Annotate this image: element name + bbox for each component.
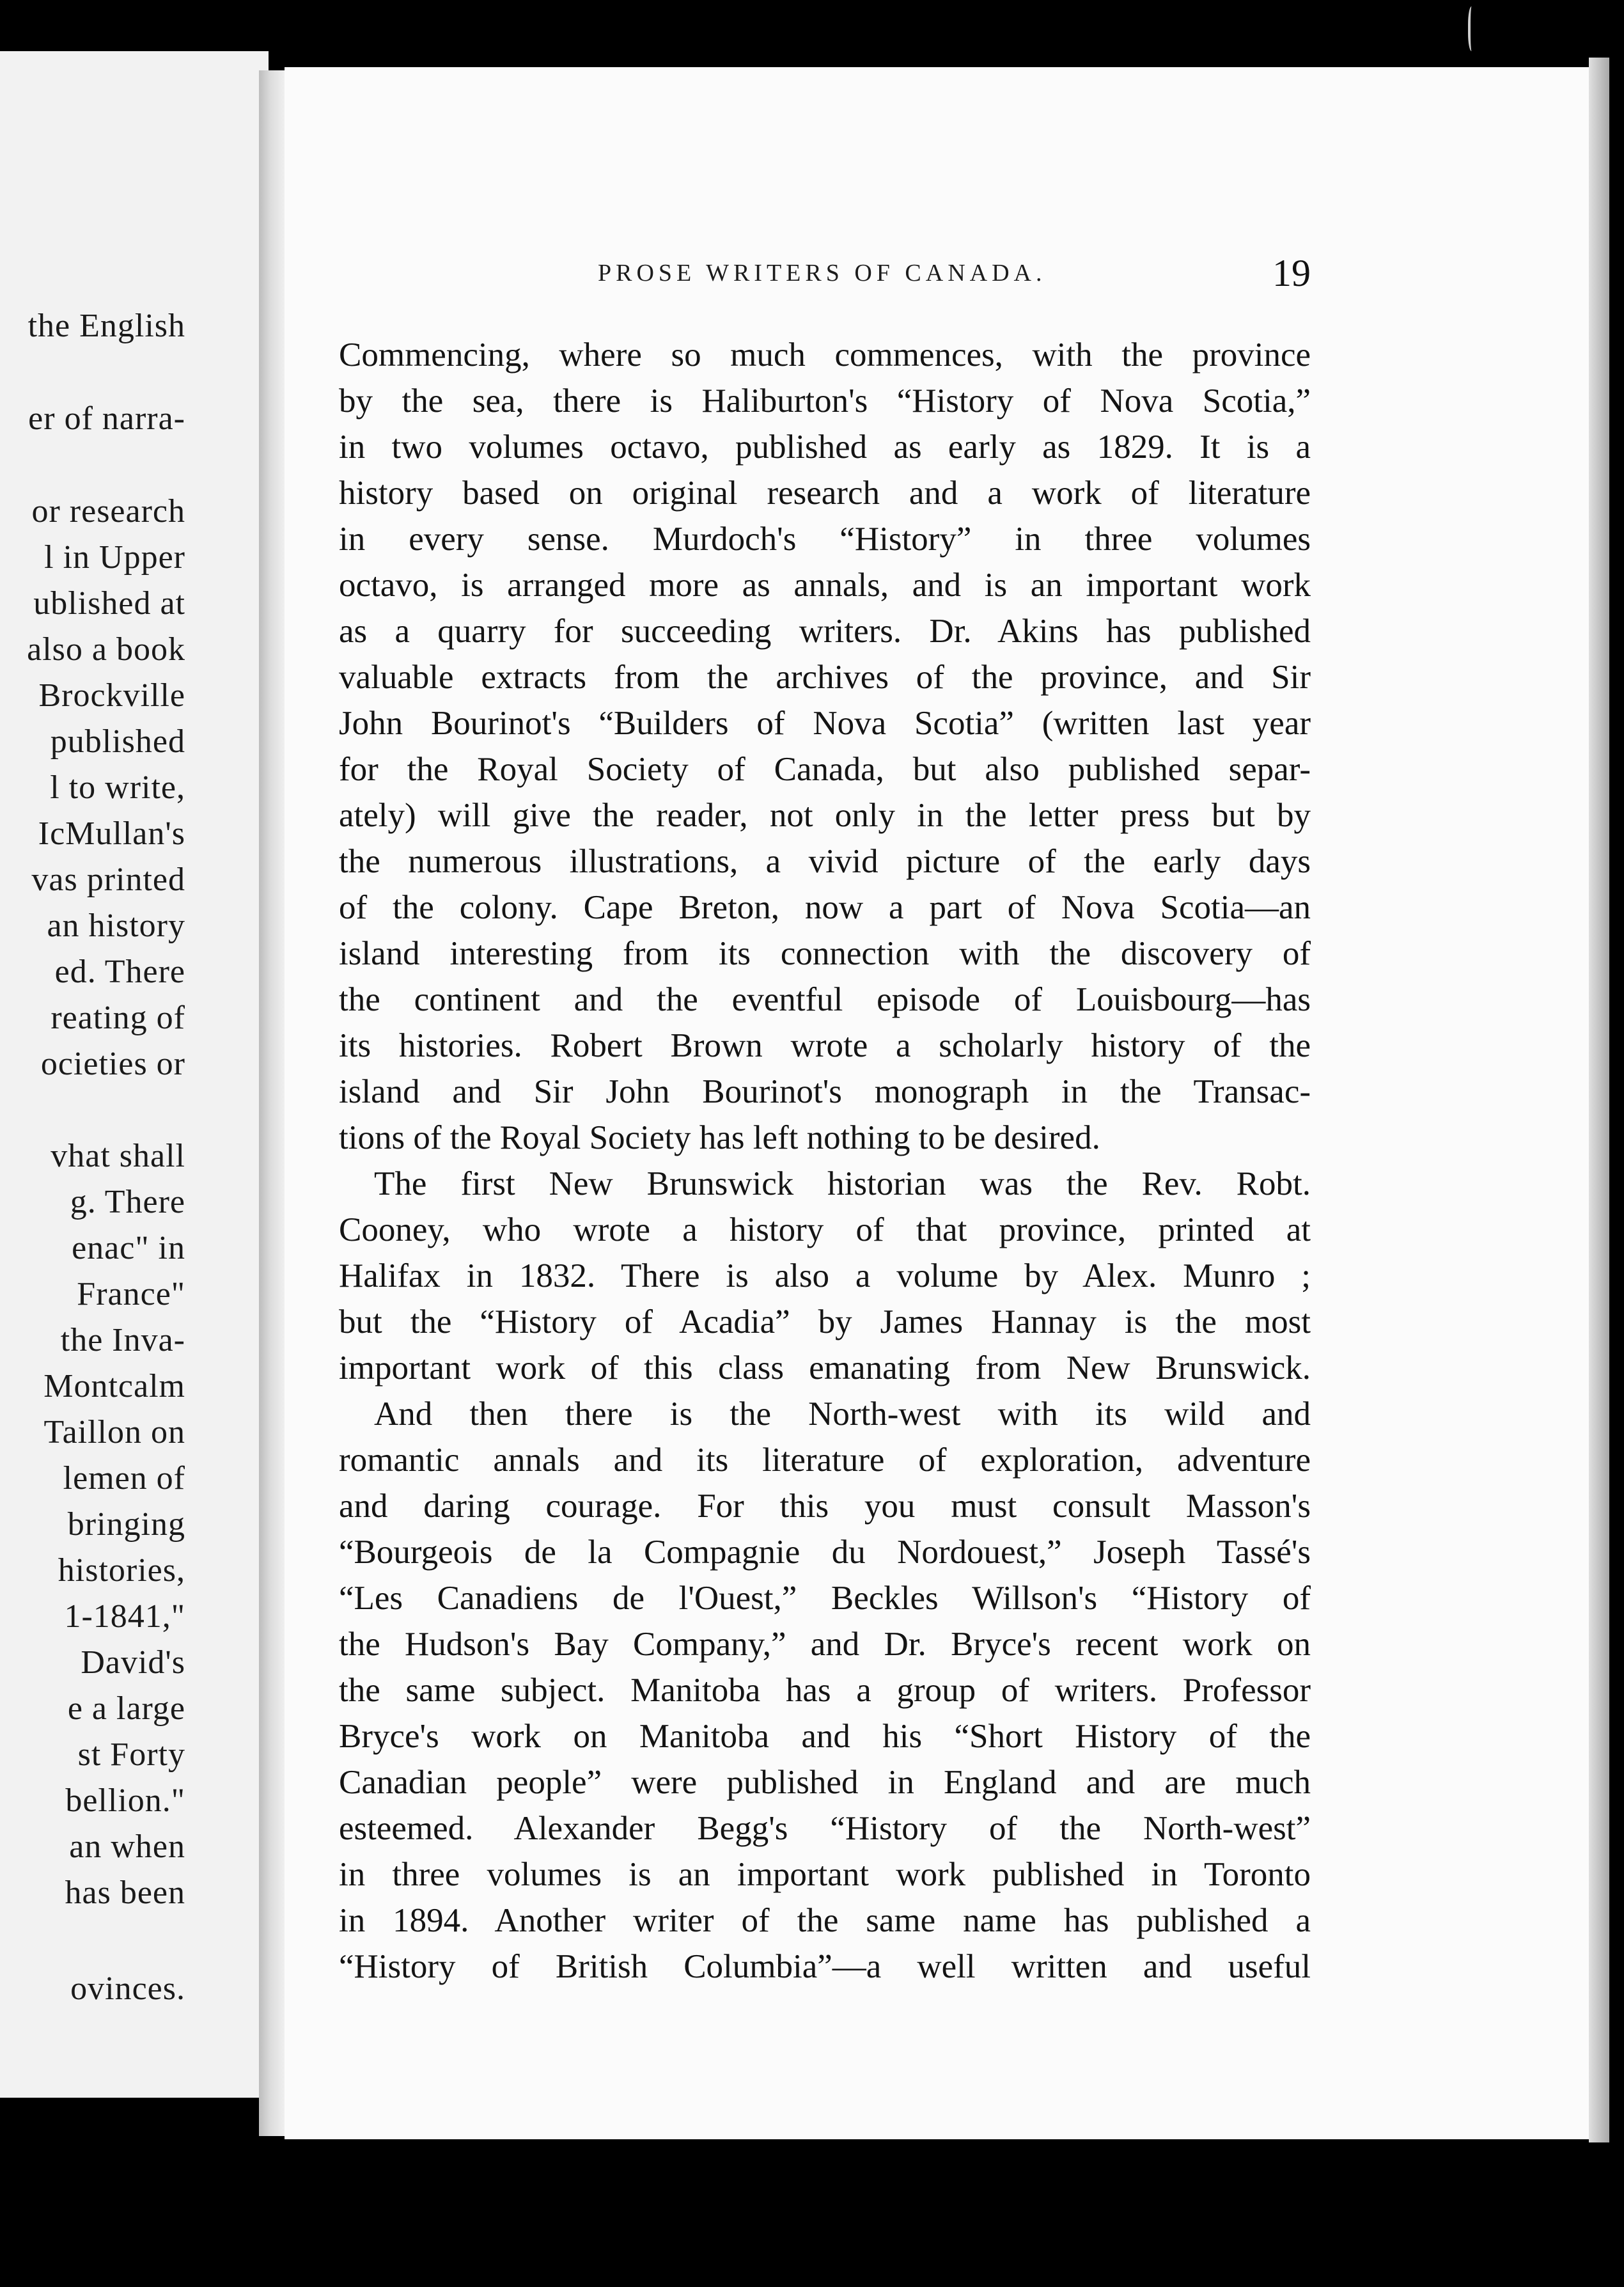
body-line: valuable extracts from the archives of the province, and Sir [339, 659, 1311, 696]
body-line: “History of British Columbia”—a well written and useful [339, 1948, 1311, 1985]
body-line: in every sense. Murdoch's “History” in three volumes [339, 521, 1311, 558]
left-page-line: ed. There [54, 954, 185, 990]
left-page-line: also a book [27, 631, 185, 668]
left-page-line: an when [69, 1828, 185, 1865]
body-line: “Bourgeois de la Compagnie du Nordouest,” Joseph Tassé's [339, 1534, 1311, 1571]
page-edge [1589, 58, 1609, 2142]
body-line: island interesting from its connection with the discovery of [339, 935, 1311, 972]
body-line: in three volumes is an important work published in Toronto [339, 1856, 1311, 1893]
body-line: Bryce's work on Manitoba and his “Short History of the [339, 1718, 1311, 1755]
left-page-line: 1-1841," [64, 1598, 185, 1635]
body-line: history based on original research and a work of literature [339, 475, 1311, 512]
left-page-line: bringing [67, 1506, 185, 1543]
left-page-line: histories, [58, 1552, 185, 1589]
body-line: its histories. Robert Brown wrote a scholarly history of the [339, 1027, 1311, 1064]
left-page-line: an history [47, 908, 185, 944]
left-page-line: enac" in [72, 1230, 185, 1266]
page-number: 19 [1272, 252, 1311, 294]
body-line: octavo, is arranged more as annals, and is an important work [339, 567, 1311, 604]
body-line: by the sea, there is Haliburton's “History of Nova Scotia,” [339, 382, 1311, 420]
left-page [0, 51, 269, 2098]
left-page-line: Brockville [38, 677, 185, 714]
body-line: And then there is the North-west with its wild and [374, 1395, 1311, 1433]
left-page-line: ovinces. [70, 1970, 185, 2007]
left-page-line: l to write, [50, 769, 185, 806]
body-line: island and Sir John Bourinot's monograph in the Transac- [339, 1073, 1311, 1110]
body-line: tions of the Royal Society has left nothing to be desired. [339, 1119, 1100, 1156]
left-page-line: ublished at [33, 585, 185, 622]
left-page-line: has been [65, 1874, 185, 1911]
body-line: the continent and the eventful episode of Louisbourg—has [339, 981, 1311, 1018]
body-line: the same subject. Manitoba has a group of writers. Professor [339, 1672, 1311, 1709]
body-line: esteemed. Alexander Begg's “History of the North-west” [339, 1810, 1311, 1847]
body-line: Halifax in 1832. There is also a volume by Alex. Munro ; [339, 1257, 1311, 1294]
body-line: in 1894. Another writer of the same name has published a [339, 1902, 1311, 1939]
left-page-line: vhat shall [51, 1138, 185, 1174]
left-page-line: published [50, 723, 185, 760]
left-page-line: ocieties or [40, 1046, 185, 1082]
body-line: in two volumes octavo, published as early as 1829. It is a [339, 428, 1311, 466]
body-line: The first New Brunswick historian was the Rev. Robt. [374, 1165, 1311, 1202]
body-line: of the colony. Cape Breton, now a part of Nova Scotia—an [339, 889, 1311, 926]
left-page-line: vas printed [31, 861, 185, 898]
left-page-line: lemen of [63, 1460, 185, 1497]
body-line: romantic annals and its literature of exploration, adventure [339, 1442, 1311, 1479]
body-line: Canadian people” were published in England and are much [339, 1764, 1311, 1801]
body-line: and daring courage. For this you must consult Masson's [339, 1488, 1311, 1525]
running-header: PROSE WRITERS OF CANADA. [598, 260, 1047, 287]
left-page-line: Montcalm [43, 1368, 185, 1404]
left-page-line: the Inva- [60, 1322, 185, 1358]
body-line: for the Royal Society of Canada, but also published separ- [339, 751, 1311, 788]
body-line: John Bourinot's “Builders of Nova Scotia” (written last year [339, 705, 1311, 742]
left-page-line: IcMullan's [38, 815, 185, 852]
left-page-line: e a large [67, 1690, 185, 1727]
body-line: as a quarry for succeeding writers. Dr. Akins has published [339, 613, 1311, 650]
left-page-line: the English [27, 308, 185, 344]
left-page-line: reating of [51, 1000, 185, 1036]
left-page-line: France" [77, 1276, 185, 1312]
left-page-line: Taillon on [43, 1414, 185, 1450]
body-line: “Les Canadiens de l'Ouest,” Beckles Willson's “History of [339, 1580, 1311, 1617]
left-page-line: or research [31, 493, 185, 530]
left-page-line: g. There [70, 1184, 185, 1220]
body-line: but the “History of Acadia” by James Hannay is the most [339, 1303, 1311, 1340]
left-page-line: st Forty [77, 1736, 185, 1773]
body-line: ately) will give the reader, not only in the letter press but by [339, 797, 1311, 834]
body-line: important work of this class emanating from New Brunswick. [339, 1349, 1311, 1387]
book-gutter [259, 70, 288, 2136]
body-line: Commencing, where so much commences, with the province [339, 336, 1311, 373]
body-line: Cooney, who wrote a history of that province, printed at [339, 1211, 1311, 1248]
scan-mark [1468, 6, 1477, 51]
body-line: the Hudson's Bay Company,” and Dr. Bryce's recent work on [339, 1626, 1311, 1663]
body-line: the numerous illustrations, a vivid picture of the early days [339, 843, 1311, 880]
left-page-line: David's [81, 1644, 185, 1681]
left-page-line: er of narra- [28, 400, 185, 437]
left-page-line: l in Upper [44, 539, 185, 576]
left-page-line: bellion." [65, 1782, 185, 1819]
